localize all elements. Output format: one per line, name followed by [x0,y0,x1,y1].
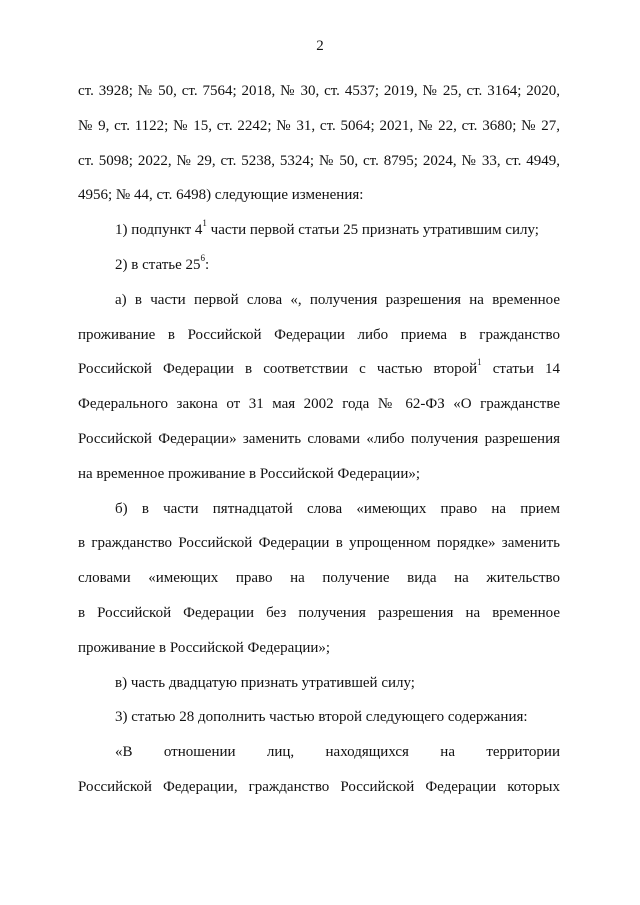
text-line: «В отношении лиц, находящихся на территории [115,744,560,761]
paragraph-item-3 [78,700,560,735]
text-fragment: 1) подпункт 4 [115,222,203,239]
text-line: проживание в Российской Федерации»; [78,639,331,656]
text-line [78,352,560,387]
text-line: Российской Федерации» заменить словами «либо получения разрешения [78,430,560,447]
text-line: ст. 5098; 2022, № 29, ст. 5238, 5324; № 50, ст. 8795; 2024, № 33, ст. 4949, [78,152,560,169]
text-line: словами «имеющих право на получение вида на жительство [78,570,560,587]
text-fragment: Российской Федерации в соответствии с частью второй [78,361,478,378]
paragraph-quote [78,735,560,805]
page-number: 2 [316,38,324,54]
text-line: на временное проживание в Российской Федерации»; [78,465,421,482]
superscript: 1 [477,357,482,368]
paragraph-item-2b [78,492,560,666]
text-line: ст. 3928; № 50, ст. 7564; 2018, № 30, ст. 4537; 2019, № 25, ст. 3164; 2020, [78,83,560,99]
text-line: № 9, ст. 1122; № 15, ст. 2242; № 31, ст. 5064; 2021, № 22, ст. 3680; № 27, [78,117,560,134]
text-line [78,213,560,248]
document-body [78,74,560,805]
text-line: в Российской Федерации без получения разрешения на временное [78,604,560,621]
paragraph-item-2 [78,248,560,283]
text-line: в) часть двадцатую признать утратившей силу; [115,674,415,691]
paragraph-item-1 [78,213,560,248]
superscript: 6 [200,252,206,263]
paragraph-item-2a [78,283,560,492]
text-line: Федерального закона от 31 мая 2002 года № 62-ФЗ «О гражданстве [78,396,560,413]
text-line [78,248,560,283]
text-fragment: статьи 14 [481,361,560,378]
paragraph-intro [78,74,560,213]
text-fragment: части первой статьи 25 признать утратившим силу; [206,222,539,239]
text-line: в гражданство Российской Федерации в упрощенном порядке» заменить [78,535,560,552]
text-line: 3) статью 28 дополнить частью второй следующего содержания: [115,709,528,726]
text-line: проживание в Российской Федерации либо приема в гражданство [78,326,560,343]
text-fragment: : [205,256,210,273]
text-line: 4956; № 44, ст. 6498) следующие изменения: [78,187,364,204]
text-line: Российской Федерации, гражданство Российской Федерации которых [78,778,560,795]
text-line: а) в части первой слова «, получения разрешения на временное [115,291,560,308]
paragraph-item-2v [78,666,560,701]
superscript: 1 [202,218,207,229]
text-fragment: 2) в статье 25 [115,256,201,273]
text-line: б) в части пятнадцатой слова «имеющих право на прием [115,500,560,517]
